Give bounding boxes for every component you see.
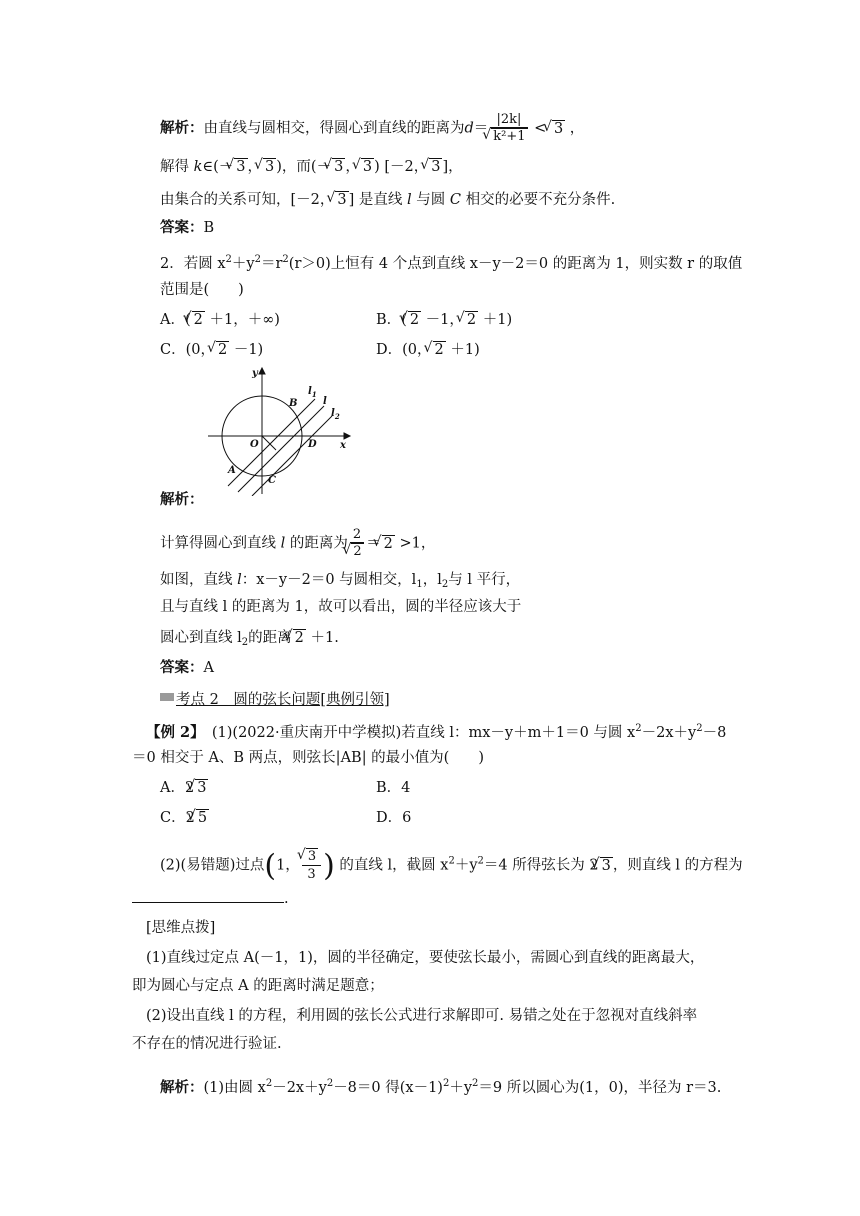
question-2-line-2: 范围是( ) <box>160 282 244 298</box>
answer-line-1: 答案：B <box>160 219 215 236</box>
solution-label: 解析： <box>160 1079 204 1096</box>
option-a: A．(√ 2 ＋1，＋∞) <box>160 310 280 330</box>
distance-fraction: |2k| √ k²+1 <box>490 112 527 145</box>
hint-line-2: 即为圆心与定点 A 的距离时满足题意； <box>132 978 384 994</box>
example-option-c: C．2√ 5 <box>160 808 209 828</box>
answer-line-2: 答案：A <box>160 659 214 676</box>
point-fraction: √ $\frac{3}{3}$ <box>302 848 321 883</box>
distance-fraction-2: 2 √ 2 <box>350 527 364 560</box>
example-option-b: B．4 <box>376 780 411 796</box>
solution-2-line-1: 计算得圆心到直线 l 的距离为 2 √ 2 ＝√ 2 >1， <box>160 527 435 560</box>
example-2-part-2: (2)(易错题)过点(1， √ $\frac{3}{3}$ ) 的直线 l，截圆 $x^2+y^2=4$ 所得弦长为 2√ 3 ，则直线 l 的方程为 <box>160 848 743 883</box>
circle-line-figure <box>200 366 360 496</box>
hint-line-3: (2)设出直线 l 的方程，利用圆的弦长公式进行求解即可. 易错之处在于忽视对直线斜率 <box>146 1008 698 1024</box>
hint-line-4: 不存在的情况进行验证. <box>132 1036 282 1052</box>
solution-2-line-3: 且与直线 l 的距离为 1，故可以看出，圆的半径应该大于 <box>160 599 522 615</box>
solution-line-2: 解得 k∈(－√ 3 ，√ 3 )，而(－√ 3 ，√ 3 ) [－2，√ 3 ]， <box>160 157 463 177</box>
section-marker-icon <box>160 693 174 701</box>
line-l1-label: $l_1$ <box>308 386 317 399</box>
solution-2-line-4: 圆心到直线 $l_2$的距离√ 2 ＋1. <box>160 628 339 653</box>
solution-2-line-2: 如图，直线 l：x－y－2＝0 与圆相交，$l_1$，$l_2$与 l 平行， <box>160 572 521 590</box>
example-option-a: A．2√ 3 <box>160 778 208 798</box>
example-2-line-1: 【例 2】 (1)(2022·重庆南开中学模拟)若直线 l：mx－y＋m＋1＝0 与圆 $x^2-2x+y^2-8$ <box>146 723 727 741</box>
point-c-label: C <box>268 475 276 486</box>
option-d: D．(0，√ 2 ＋1) <box>376 340 480 360</box>
option-b: B．(√ 2 －1，√ 2 ＋1) <box>376 310 512 330</box>
solution-label: 解析： <box>160 119 204 137</box>
y-axis-label: y <box>252 368 258 379</box>
solution-3-line-1: 解析：(1)由圆 $x^2-2x+y^2-8=0$ 得$(x-1)^2+y^2=9$ 所以圆心为(1，0)，半径为 r＝3. <box>160 1078 722 1096</box>
y-axis-arrow <box>259 368 265 374</box>
section-heading: 考点 2 圆的弦长问题[典例引领] <box>160 690 390 710</box>
example-label: 【例 2】 <box>146 724 198 741</box>
solution-2-label-line <box>160 490 204 510</box>
hint-heading: [思维点拨] <box>146 920 216 936</box>
solution-line-3: 由集合的关系可知，[－2，√ 3 ] 是直线 l 与圆 C 相交的必要不充分条件. <box>160 190 615 210</box>
answer-label: 答案： <box>160 219 204 236</box>
line-l2-label: $l_2$ <box>331 408 340 421</box>
point-b-label: B <box>289 398 298 409</box>
point-d-label: D <box>308 439 317 450</box>
origin-label: O <box>250 439 259 450</box>
point-a-label: A <box>228 465 236 476</box>
line-l-label: l <box>323 396 327 407</box>
question-2-line-1: 2．若圆 $x^2+y^2=r^2(r>0)$上恒有 4 个点到直线 x－y－2＝0 的距离为 1，则实数 r 的取值 <box>160 254 743 272</box>
solution-label: 解析： <box>160 491 204 508</box>
radius-segment <box>262 436 276 450</box>
solution-line-1: 解析：由直线与圆相交，得圆心到直线的距离为d＝ |2k| √ k²+1 < √ 3 ， <box>160 112 584 145</box>
example-option-d: D．6 <box>376 810 412 826</box>
answer-blank-line: . <box>132 888 289 909</box>
x-axis-label: x <box>340 440 346 451</box>
option-c: C．(0，√ 2 －1) <box>160 340 263 360</box>
example-2-line-2: ＝0 相交于 A、B 两点，则弦长|AB| 的最小值为( ) <box>132 750 484 766</box>
line-l2 <box>252 416 332 496</box>
hint-line-1: (1)直线过定点 A(－1，1)，圆的半径确定，要使弦长最小，需圆心到直线的距离最大， <box>146 950 705 966</box>
answer-blank <box>132 888 284 903</box>
answer-label: 答案： <box>160 659 204 676</box>
x-axis-arrow <box>344 433 350 439</box>
